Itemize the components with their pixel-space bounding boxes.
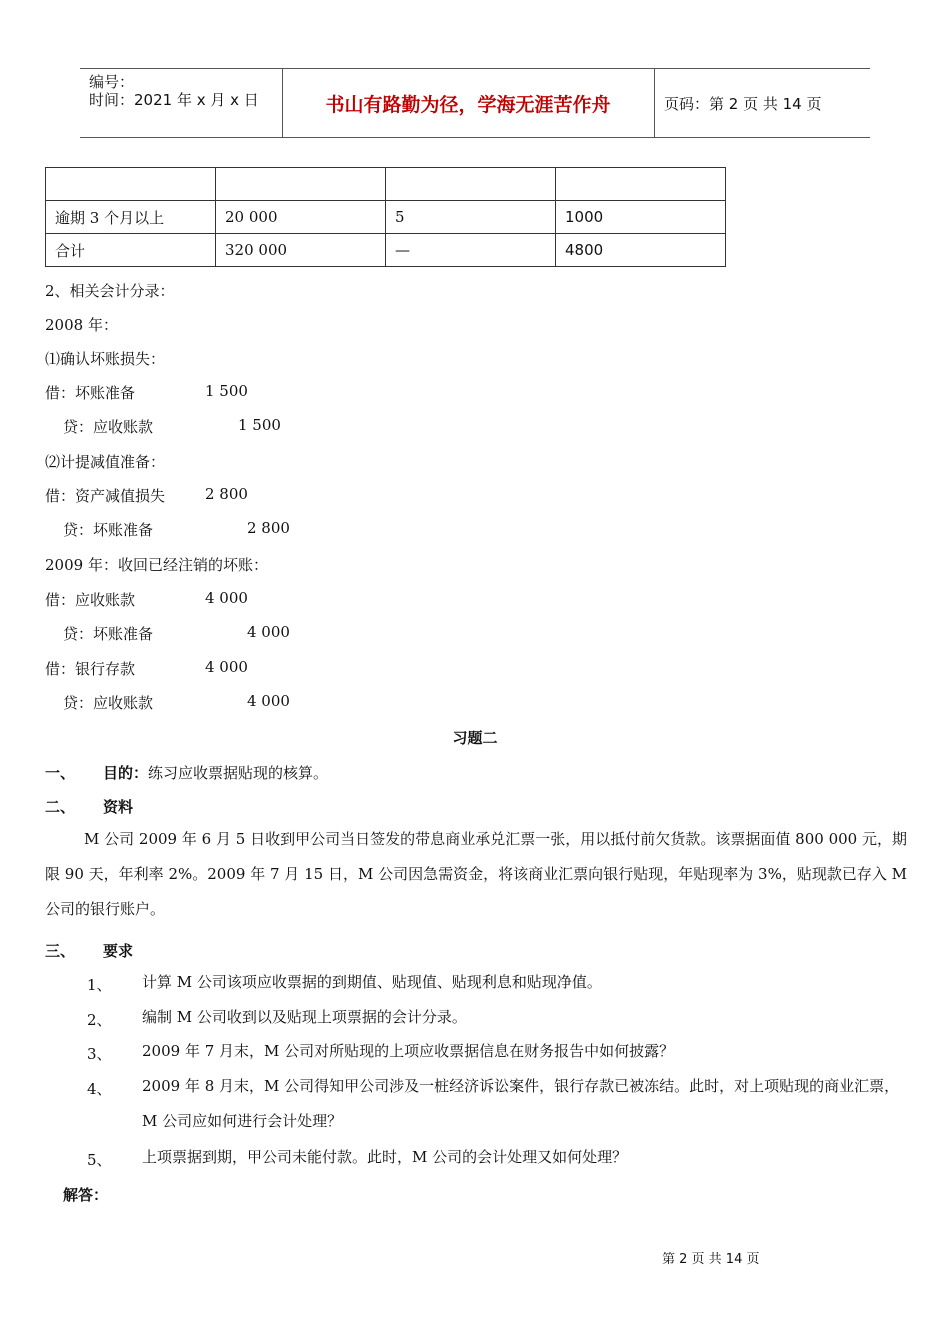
debit-line: 借：坏账准备: [45, 384, 136, 402]
header-left-cell: [80, 69, 283, 137]
debit-line: 借：应收账款: [45, 591, 136, 609]
credit-amount: 1 500: [238, 416, 281, 434]
table-cell: 320 000: [216, 234, 386, 267]
requirement-text: 编制 M 公司收到以及贴现上项票据的会计分录。: [142, 1008, 467, 1026]
table-row: [46, 234, 726, 267]
year-heading: 2008 年：: [45, 316, 118, 334]
page-header: [80, 68, 870, 138]
credit-amount: 2 800: [247, 519, 290, 537]
exercise-title: 习题二: [452, 729, 498, 747]
debit-line: 借：资产减值损失: [45, 487, 166, 505]
table-cell: [46, 168, 216, 201]
credit-amount: 4 000: [247, 623, 290, 641]
section-heading: 2、相关会计分录：: [45, 282, 175, 300]
credit-line: 贷：应收账款: [63, 418, 154, 436]
requirement-number: 2、: [87, 1011, 112, 1029]
debit-amount: 1 500: [205, 382, 248, 400]
credit-amount: 4 000: [247, 692, 290, 710]
requirement-text: 2009 年 8 月末，M 公司得知甲公司涉及一桩经济诉讼案件，银行存款已被冻结。此时，对上项贴现的商业汇票，M 公司应如何进行会计处理？: [142, 1077, 900, 1130]
debit-amount: 4 000: [205, 589, 248, 607]
requirements-label: 要求: [103, 942, 134, 960]
table-cell: [556, 168, 726, 201]
purpose-text: 练习应收票据贴现的核算。: [148, 764, 329, 782]
number-label: 编号：: [89, 73, 135, 91]
step-heading: ⑴确认坏账损失：: [45, 350, 166, 368]
purpose-label: 目的：: [103, 764, 149, 782]
debit-amount: 4 000: [205, 658, 248, 676]
purpose-line: [103, 762, 328, 783]
table-cell: 1000: [556, 201, 726, 234]
debit-line: 借：银行存款: [45, 660, 136, 678]
requirement-number: 1、: [87, 976, 112, 994]
credit-line: 贷：坏账准备: [63, 625, 154, 643]
table-cell: [386, 168, 556, 201]
section-number: 二、: [45, 798, 76, 816]
header-motto: 书山有路勤为径，学海无涯苦作舟: [282, 69, 655, 137]
table-cell: 20 000: [216, 201, 386, 234]
table-cell: [216, 168, 386, 201]
table-cell: 合计: [46, 234, 216, 267]
table-cell: 4800: [556, 234, 726, 267]
year-heading: 2009 年：收回已经注销的坏账：: [45, 556, 268, 574]
aging-table: [45, 167, 726, 267]
page-footer: 第 2 页 共 14 页: [662, 1252, 760, 1267]
requirement-number: 5、: [87, 1151, 112, 1169]
debit-amount: 2 800: [205, 485, 248, 503]
table-cell: —: [386, 234, 556, 267]
table-row: [46, 168, 726, 201]
time-label: 时间：2021 年 x 月 x 日: [89, 91, 259, 109]
material-label: 资料: [103, 798, 134, 816]
section-number: 三、: [45, 942, 76, 960]
material-paragraph: M 公司 2009 年 6 月 5 日收到甲公司当日签发的带息商业承兑汇票一张，用以抵付前欠货款。该票据面值 800 000 元，期限 90 天，年利率 2%。2009 年 7 月 15 日，M 公司因急需资金，将该商业汇票向银行贴现，年贴现率为 3%，贴现款已存入 M 公司的银行账户。: [45, 830, 907, 918]
header-page-label: 页码：第 2 页 共 14 页: [664, 94, 822, 113]
answer-label: 解答：: [63, 1186, 109, 1204]
requirement-text: 2009 年 7 月末，M 公司对所贴现的上项应收票据信息在财务报告中如何披露？: [142, 1042, 675, 1060]
credit-line: 贷：应收账款: [63, 694, 154, 712]
requirement-text: 计算 M 公司该项应收票据的到期值、贴现值、贴现利息和贴现净值。: [142, 973, 602, 991]
table-cell: 逾期 3 个月以上: [46, 201, 216, 234]
step-heading: ⑵计提减值准备：: [45, 453, 166, 471]
table-row: [46, 201, 726, 234]
table-cell: 5: [386, 201, 556, 234]
section-number: 一、: [45, 764, 76, 782]
requirement-text: 上项票据到期，甲公司未能付款。此时，M 公司的会计处理又如何处理？: [142, 1148, 628, 1166]
requirement-number: 4、: [87, 1080, 112, 1098]
credit-line: 贷：坏账准备: [63, 521, 154, 539]
requirement-number: 3、: [87, 1045, 112, 1063]
